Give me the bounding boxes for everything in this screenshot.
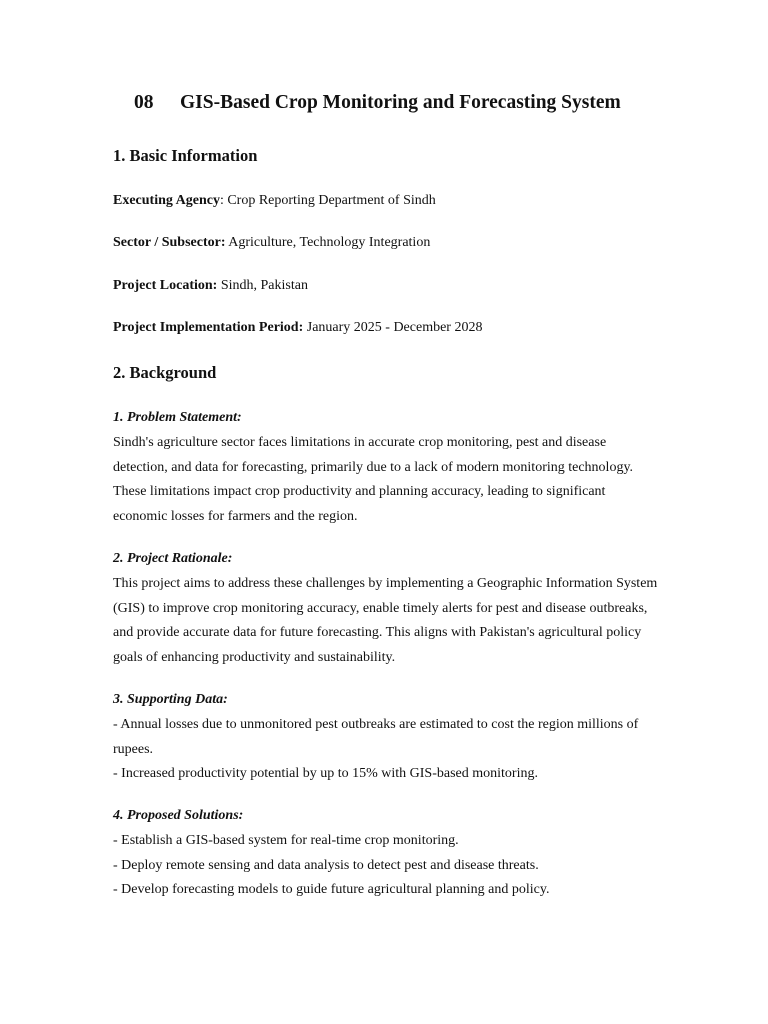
background-heading: 2. Background	[113, 363, 217, 382]
sector-label: Sector / Subsector:	[113, 235, 226, 250]
project-rationale-heading: 2. Project Rationale:	[113, 551, 233, 566]
proposed-solutions-list	[113, 829, 658, 903]
period-field	[113, 320, 482, 336]
title-text: GIS-Based Crop Monitoring and Forecasting System	[180, 92, 621, 113]
location-value: Sindh, Pakistan	[217, 278, 308, 293]
sector-value: Agriculture, Technology Integration	[225, 235, 431, 250]
problem-statement-heading: 1. Problem Statement:	[113, 410, 242, 425]
section-number: 08	[134, 92, 154, 113]
location-field	[113, 278, 308, 294]
list-item: - Increased productivity potential by up to 15% with GIS-based monitoring.	[113, 766, 538, 781]
supporting-data-list	[113, 713, 658, 787]
executing-agency-value: : Crop Reporting Department of Sindh	[219, 193, 436, 208]
list-item: - Establish a GIS-based system for real-time crop monitoring.	[113, 833, 459, 848]
list-item: - Deploy remote sensing and data analysis to detect pest and disease threats.	[113, 857, 539, 873]
document-title	[134, 92, 621, 114]
period-value: January 2025 - December 2028	[303, 320, 483, 335]
sector-field	[113, 235, 430, 251]
period-label: Project Implementation Period:	[113, 320, 304, 335]
project-rationale-text: This project aims to address these challenges by implementing a Geographic Information System (GIS) to improve crop monitoring accuracy, enable timely alerts for pest and disease outbreaks, and provide accurate data for future forecasting. This aligns with Pakistan's agricultural policy goals of enhancing productivity and sustainability.	[113, 576, 658, 665]
supporting-data-heading: 3. Supporting Data:	[113, 692, 228, 707]
problem-statement-text: Sindh's agriculture sector faces limitations in accurate crop monitoring, pest and disease detection, and data for forecasting, primarily due to a lack of modern monitoring technology. These limitations impact crop productivity and planning accuracy, leading to significant economic losses for farmers and the region.	[113, 435, 634, 524]
list-item: - Annual losses due to unmonitored pest outbreaks are estimated to cost the region millions of rupees.	[113, 717, 639, 757]
basic-info-heading: 1. Basic Information	[113, 146, 258, 165]
proposed-solutions-heading: 4. Proposed Solutions:	[113, 808, 244, 823]
location-label: Project Location:	[113, 278, 218, 293]
list-item: - Develop forecasting models to guide future agricultural planning and policy.	[113, 882, 550, 897]
executing-agency-label: Executing Agency	[113, 193, 220, 208]
executing-agency-field	[113, 193, 436, 209]
